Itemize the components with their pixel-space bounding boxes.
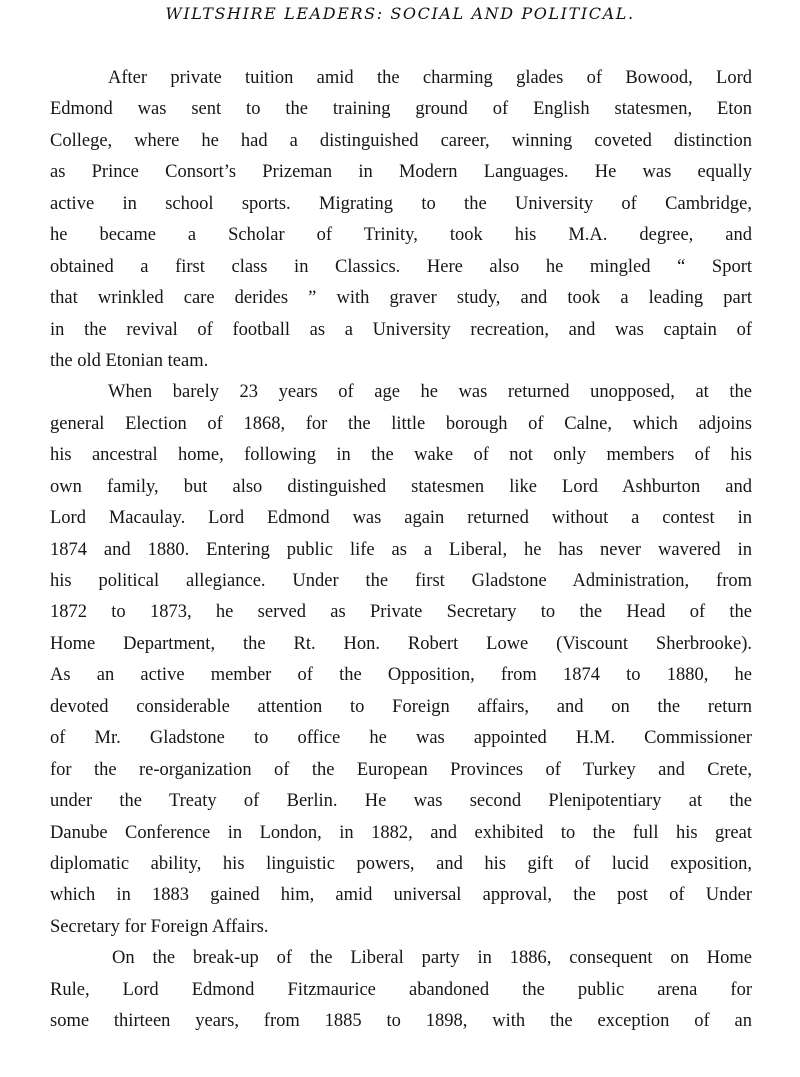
text-line: for the re-organization of the European Provinces of Turkey and Crete, bbox=[50, 759, 752, 780]
text-line: Danube Conference in London, in 1882, and exhibited to the full his great bbox=[50, 822, 752, 843]
paragraph-1 bbox=[50, 63, 752, 377]
text-line: devoted considerable attention to Foreign affairs, and on the return bbox=[50, 696, 752, 717]
text-line: As an active member of the Opposition, from 1874 to 1880, he bbox=[50, 665, 752, 686]
text-line: active in school sports. Migrating to the University of Cambridge, bbox=[50, 193, 752, 214]
text-line: On the break-up of the Liberal party in 1886, consequent on Home bbox=[112, 948, 752, 969]
text-line: Rule, Lord Edmond Fitzmaurice abandoned the public arena for bbox=[50, 979, 752, 1000]
running-heading: WILTSHIRE LEADERS: SOCIAL AND POLITICAL. bbox=[165, 4, 635, 23]
text-line: which in 1883 gained him, amid universal approval, the post of Under bbox=[50, 885, 752, 906]
text-line: obtained a first class in Classics. Here also he mingled “ Sport bbox=[50, 256, 752, 277]
paragraph-3 bbox=[50, 943, 752, 1037]
text-line: of Mr. Gladstone to office he was appointed H.M. Commissioner bbox=[50, 728, 752, 749]
text-line: general Election of 1868, for the little borough of Calne, which adjoins bbox=[50, 413, 752, 434]
text-line: Secretary for Foreign Affairs. bbox=[50, 916, 269, 937]
text-line: When barely 23 years of age he was returned unopposed, at the bbox=[108, 382, 752, 403]
text-line: Home Department, the Rt. Hon. Robert Lowe (Viscount Sherbrooke). bbox=[50, 633, 752, 654]
paragraph-2 bbox=[50, 377, 752, 943]
text-line: his ancestral home, following in the wake of not only members of his bbox=[50, 445, 752, 466]
text-line: some thirteen years, from 1885 to 1898, with the exception of an bbox=[50, 1011, 752, 1032]
text-line: 1874 and 1880. Entering public life as a Liberal, he has never wavered in bbox=[50, 539, 752, 560]
text-line: as Prince Consort’s Prizeman in Modern Languages. He was equally bbox=[50, 162, 752, 183]
text-line: in the revival of football as a University recreation, and was captain of bbox=[50, 319, 752, 340]
body-text bbox=[50, 63, 752, 1038]
text-line: College, where he had a distinguished career, winning coveted distinction bbox=[50, 130, 752, 151]
text-line: diplomatic ability, his linguistic powers, and his gift of lucid exposition, bbox=[50, 853, 752, 874]
text-line: under the Treaty of Berlin. He was second Plenipotentiary at the bbox=[50, 791, 752, 812]
text-line: the old Etonian team. bbox=[50, 350, 209, 371]
text-line: he became a Scholar of Trinity, took his M.A. degree, and bbox=[50, 225, 752, 246]
text-line: Edmond was sent to the training ground of English statesmen, Eton bbox=[50, 99, 752, 120]
text-line: that wrinkled care derides ” with graver study, and took a leading part bbox=[50, 288, 752, 309]
text-line: own family, but also distinguished statesmen like Lord Ashburton and bbox=[50, 476, 752, 497]
text-line: his political allegiance. Under the first Gladstone Administration, from bbox=[50, 571, 752, 591]
text-line: Lord Macaulay. Lord Edmond was again returned without a contest in bbox=[50, 508, 752, 529]
text-line: After private tuition amid the charming glades of Bowood, Lord bbox=[108, 68, 752, 88]
text-line: 1872 to 1873, he served as Private Secretary to the Head of the bbox=[50, 602, 752, 623]
